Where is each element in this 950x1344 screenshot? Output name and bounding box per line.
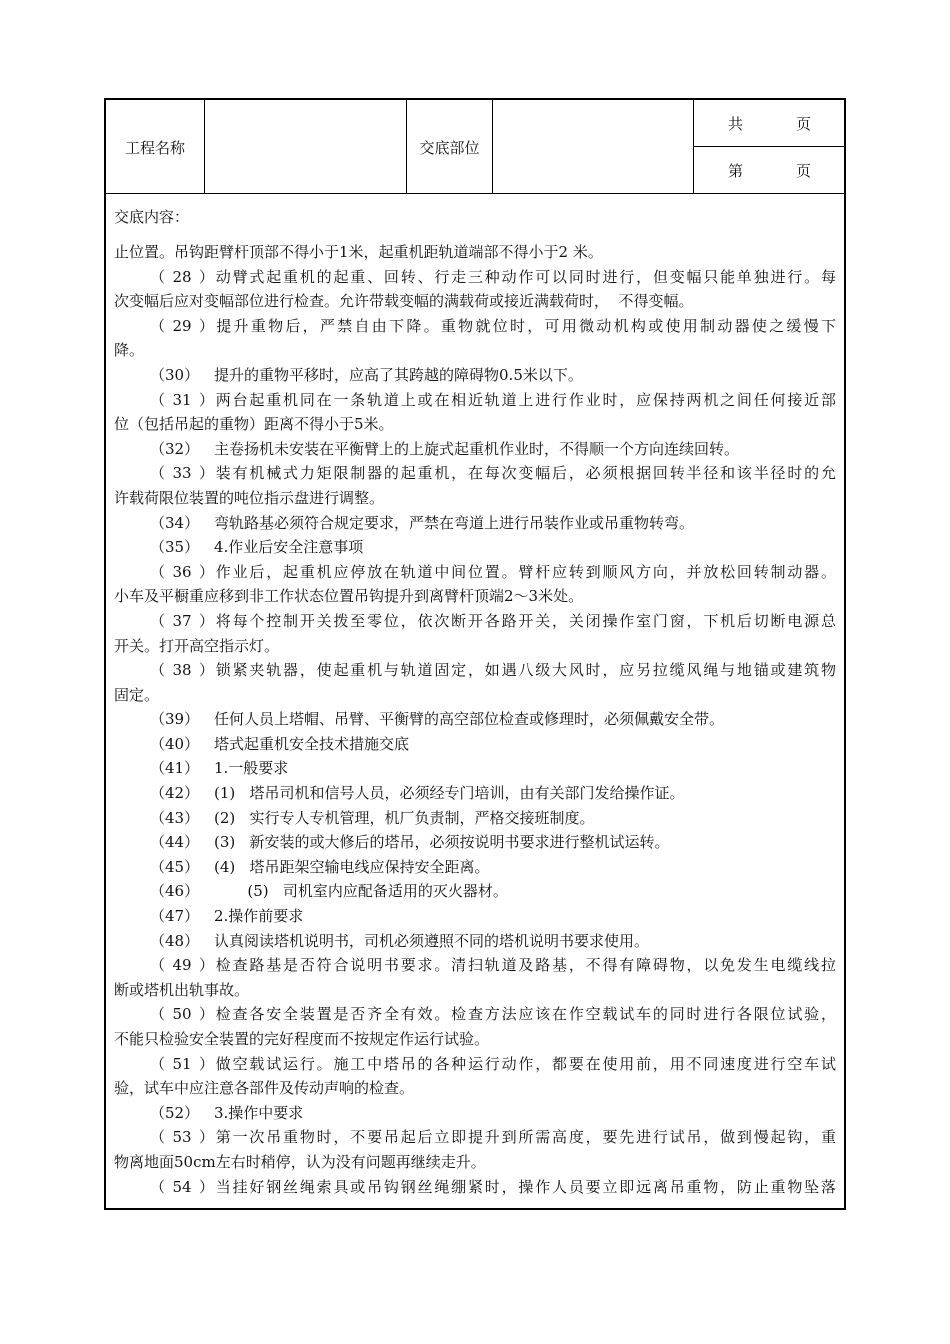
content-line [114, 338, 836, 363]
content-line [114, 855, 836, 880]
page-label: 第 [728, 162, 744, 180]
item-text: (2) 实行专人专机管理，机厂负责制，严格交接班制度。 [214, 808, 595, 827]
item-text: 验，试车中应注意各部件及传动声响的检查。 [114, 1079, 415, 1098]
item-number: （28） [150, 267, 214, 286]
item-text: 提升重物后，严禁自由下降。重物就位时，可用微动机构或使用制动器使之缓慢下 [214, 316, 836, 335]
disclosure-part-label: 交底部位 [419, 138, 480, 157]
item-text: 位（包括吊起的重物）距离不得小于5米。 [114, 415, 394, 434]
content-line [114, 486, 836, 511]
item-text: 当挂好钢丝绳索具或吊钩钢丝绳绷紧时，操作人员要立即远离吊重物，防止重物坠落 [214, 1177, 836, 1196]
content-line [114, 363, 836, 388]
content-line [114, 683, 836, 708]
total-unit: 页 [796, 114, 812, 133]
content-line [114, 756, 836, 781]
item-text: 物离地面50cm左右时稍停，认为没有问题再继续走升。 [114, 1152, 486, 1171]
header-table [106, 100, 844, 194]
item-text: 两台起重机同在一条轨道上或在相近轨道上进行作业时，应保持两机之间任何接近部 [214, 390, 836, 409]
item-text: 许载荷限位装置的吨位指示盘进行调整。 [114, 488, 385, 507]
project-name-label: 工程名称 [124, 138, 185, 157]
item-text: 锁紧夹轨器，使起重机与轨道固定，如遇八级大风时，应另拉缆风绳与地锚或建筑物 [214, 661, 836, 680]
item-number: （54） [150, 1177, 214, 1196]
item-text: (1) 塔吊司机和信号人员，必须经专门培训，由有关部门发给操作证。 [214, 784, 685, 803]
content-line [114, 879, 836, 904]
item-number: （47） [150, 907, 200, 926]
total-label: 共 [728, 114, 744, 133]
item-number: （49） [150, 956, 214, 975]
content-line [114, 781, 836, 806]
content-body [114, 240, 836, 1199]
content-line [114, 953, 836, 978]
item-number: （40） [150, 734, 200, 753]
item-text: 提升的重物平移时，应高了其跨越的障碍物0.5米以下。 [214, 365, 583, 384]
item-text: 检查路基是否符合说明书要求。清扫轨道及路基，不得有障碍物，以免发生电缆线拉 [214, 956, 836, 975]
item-text: 主卷扬机未安装在平衡臂上的上旋式起重机作业时，不得顺一个方向连续回转。 [214, 439, 740, 458]
content-line [114, 658, 836, 683]
item-number: （53） [150, 1128, 214, 1147]
item-number: （43） [150, 808, 200, 827]
item-number: （35） [150, 538, 200, 557]
item-number: （32） [150, 439, 200, 458]
content-line [114, 609, 836, 634]
item-text: 1.一般要求 [214, 759, 289, 778]
content-line [114, 511, 836, 536]
item-text: 固定。 [114, 685, 160, 704]
content-line [114, 1101, 836, 1126]
content-line [114, 535, 836, 560]
item-number: （37） [150, 611, 214, 630]
item-number: （36） [150, 562, 214, 581]
content-line [114, 1027, 836, 1052]
item-number: （33） [150, 464, 214, 483]
content-line [114, 560, 836, 585]
item-number: （51） [150, 1054, 214, 1073]
item-text: 断或塔机出轨事故。 [114, 980, 250, 999]
item-number: （41） [150, 759, 200, 778]
item-text: (3) 新安装的或大修后的塔吊，必须按说明书要求进行整机试运转。 [214, 833, 670, 852]
page-number [694, 147, 844, 194]
item-text: 将每个控制开关拨至零位，依次断开各路开关，关闭操作室门窗，下机后切断电源总 [214, 611, 836, 630]
item-number: （52） [150, 1103, 200, 1122]
item-text: 止位置。吊钩距臂杆顶部不得小于1米，起重机距轨道端部不得小于2 米。 [114, 243, 603, 261]
item-number: （31） [150, 390, 214, 409]
content-line [114, 412, 836, 437]
item-number: （46） [150, 882, 200, 901]
content-line [114, 830, 836, 855]
content-line [114, 707, 836, 732]
total-pages [694, 100, 844, 146]
item-text: 次变幅后应对变幅部位进行检查。允许带载变幅的满载荷或接近满载荷时， 不得变幅。 [114, 292, 694, 311]
content-line [114, 240, 836, 265]
item-number: （30） [150, 365, 200, 384]
content-line [114, 1125, 836, 1150]
content-line [114, 978, 836, 1003]
content-line [114, 904, 836, 929]
item-text: 开关。打开高空指示灯。 [114, 636, 280, 655]
item-text: 塔式起重机安全技术措施交底 [214, 734, 410, 753]
item-number: （45） [150, 857, 200, 876]
content-line [114, 1175, 836, 1200]
item-text: 不能只检验安全装置的完好程度而不按规定作运行试验。 [114, 1030, 490, 1048]
content-line [114, 314, 836, 339]
item-number: （29） [150, 316, 214, 335]
content-line [114, 1076, 836, 1101]
item-text: 检查各安全装置是否齐全有效。检查方法应该在作空载试车的同时进行各限位试验， [214, 1005, 836, 1024]
item-number: （50） [150, 1005, 214, 1024]
item-text: 动臂式起重机的起重、回转、行走三种动作可以同时进行，但变幅只能单独进行。每 [214, 267, 836, 286]
item-text: (5) 司机室内应配备适用的灭火器材。 [214, 882, 508, 901]
content-line [114, 929, 836, 954]
item-text: 3.操作中要求 [214, 1103, 304, 1122]
item-text: 4.作业后安全注意事项 [214, 538, 364, 557]
content-line [114, 388, 836, 413]
content-line [114, 1002, 836, 1027]
item-text: 降。 [114, 341, 145, 360]
content-line [114, 732, 836, 757]
item-number: （39） [150, 710, 200, 729]
item-text: 做空载试运行。施工中塔吊的各种运行动作，都要在使用前，用不同速度进行空车试 [214, 1054, 836, 1073]
item-text: 认真阅读塔机说明书，司机必须遵照不同的塔机说明书要求使用。 [214, 931, 650, 950]
content-line [114, 806, 836, 831]
content-line [114, 584, 836, 609]
content-line [114, 265, 836, 290]
item-text: 装有机械式力矩限制器的起重机，在每次变幅后，必须根据回转半径和该半径时的允 [214, 464, 836, 483]
item-number: （42） [150, 784, 200, 803]
item-number: （44） [150, 833, 200, 852]
item-number: （38） [150, 661, 214, 680]
disclosure-part-value [493, 100, 693, 194]
content-line [114, 1052, 836, 1077]
item-text: 作业后，起重机应停放在轨道中间位置。臂杆应转到顺风方向，并放松回转制动器。 [214, 562, 836, 581]
item-number: （34） [150, 513, 200, 532]
item-text: (4) 塔吊距架空输电线应保持安全距离。 [214, 857, 490, 876]
item-text: 2.操作前要求 [214, 907, 304, 926]
item-text: 弯轨路基必须符合规定要求，严禁在弯道上进行吊装作业或吊重物转弯。 [214, 513, 695, 532]
project-name-value [205, 100, 406, 194]
page-unit: 页 [796, 162, 812, 180]
content-line [114, 1150, 836, 1175]
content-line [114, 634, 836, 659]
item-number: （48） [150, 931, 200, 950]
content-line [114, 437, 836, 462]
content-title: 交底内容： [114, 208, 190, 226]
item-text: 小车及平橱重应移到非工作状态位置吊钩提升到离臂杆顶端2～3米处。 [114, 587, 584, 606]
item-text: 任何人员上塔帽、吊臂、平衡臂的高空部位检查或修理时，必须佩戴安全带。 [214, 710, 725, 729]
content-line [114, 461, 836, 486]
content-line [114, 289, 836, 314]
item-text: 第一次吊重物时，不要吊起后立即提升到所需高度，要先进行试吊，做到慢起钩，重 [214, 1128, 836, 1147]
